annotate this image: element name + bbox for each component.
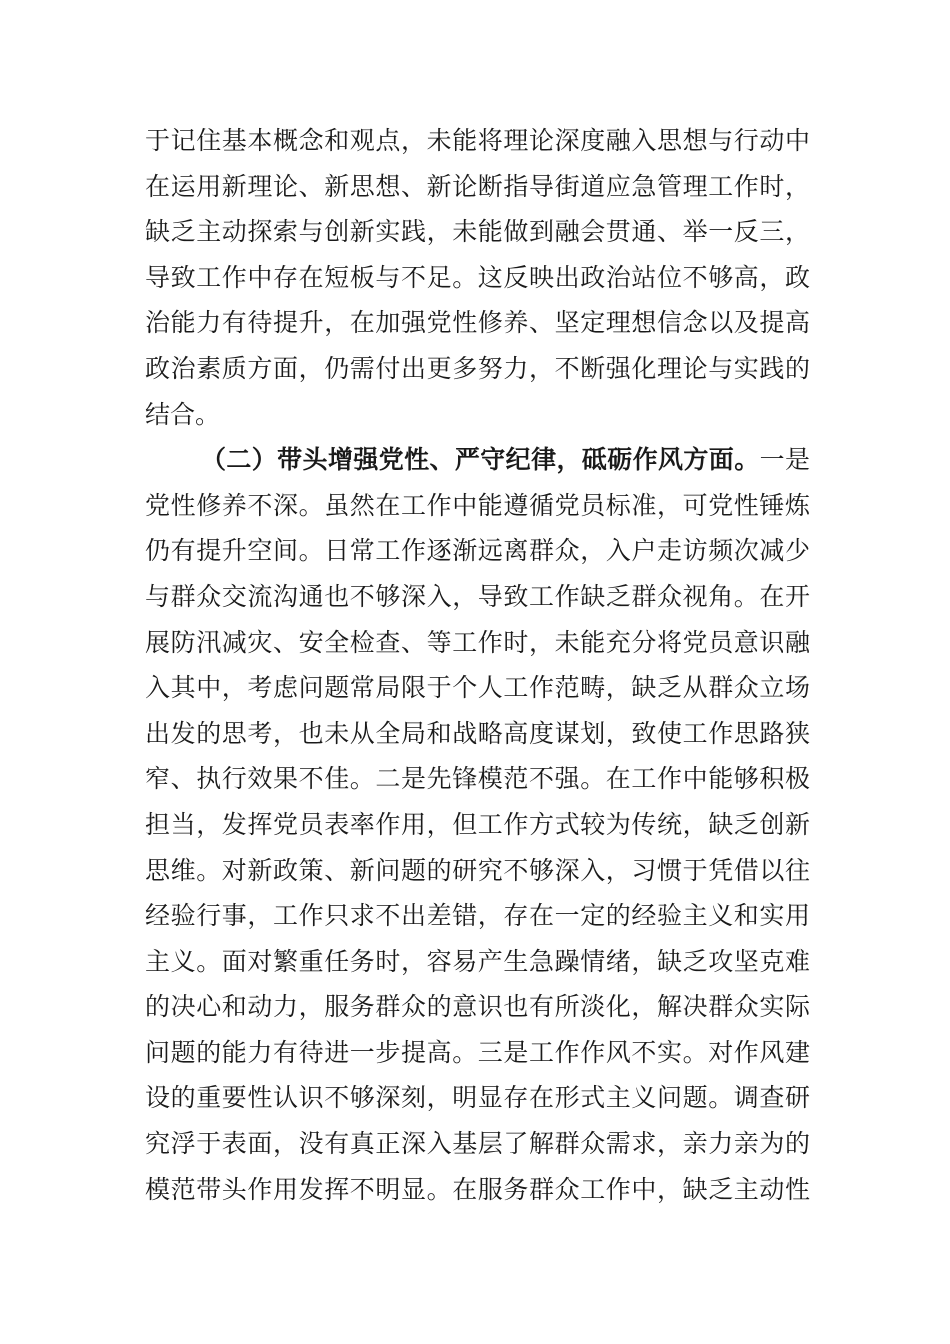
paragraph-line: 思维。对新政策、新问题的研究不够深入，习惯于凭借以往 xyxy=(145,855,810,885)
paragraph-line: 政治素质方面，仍需付出更多努力，不断强化理论与实践的 xyxy=(145,353,810,383)
body-text xyxy=(145,118,810,1212)
paragraph-line: 仍有提升空间。日常工作逐渐远离群众，入户走访频次减少 xyxy=(145,536,810,566)
paragraph-line: 主义。面对繁重任务时，容易产生急躁情绪，缺乏攻坚克难 xyxy=(145,946,810,976)
paragraph-line: 导致工作中存在短板与不足。这反映出政治站位不够高，政 xyxy=(145,262,810,292)
paragraph-line: 究浮于表面，没有真正深入基层了解群众需求，亲力亲为的 xyxy=(145,1129,810,1159)
paragraph-line: 治能力有待提升，在加强党性修养、坚定理想信念以及提高 xyxy=(145,308,810,338)
paragraph-line: 窄、执行效果不佳。二是先锋模范不强。在工作中能够积极 xyxy=(145,764,810,794)
paragraph-line: 在运用新理论、新思想、新论断指导街道应急管理工作时， xyxy=(145,171,810,201)
paragraph-line: 担当，发挥党员表率作用，但工作方式较为传统，缺乏创新 xyxy=(145,809,810,839)
heading-line-rest: 一是 xyxy=(759,445,810,475)
paragraph-line: 问题的能力有待进一步提高。三是工作作风不实。对作风建 xyxy=(145,1037,810,1067)
section-heading: （二）带头增强党性、严守纪律，砥砺作风方面。 xyxy=(201,445,760,475)
paragraph-line: 缺乏主动探索与创新实践，未能做到融会贯通、举一反三， xyxy=(145,217,810,247)
paragraph-line: 党性修养不深。虽然在工作中能遵循党员标准，可党性锤炼 xyxy=(145,490,810,520)
paragraph-line: 于记住基本概念和观点，未能将理论深度融入思想与行动中 xyxy=(145,126,810,155)
paragraph-line: 模范带头作用发挥不明显。在服务群众工作中，缺乏主动性 xyxy=(145,1174,810,1204)
paragraph-line: 结合。 xyxy=(145,399,221,429)
paragraph-line: 展防汛减灾、安全检查、等工作时，未能充分将党员意识融 xyxy=(145,627,810,657)
paragraph-line: 出发的思考，也未从全局和战略高度谋划，致使工作思路狭 xyxy=(145,718,810,748)
paragraph-line: 与群众交流沟通也不够深入，导致工作缺乏群众视角。在开 xyxy=(145,581,810,611)
section-heading-line xyxy=(145,437,810,483)
paragraph-line: 经验行事，工作只求不出差错，存在一定的经验主义和实用 xyxy=(145,901,810,931)
paragraph-line: 入其中，考虑问题常局限于个人工作范畴，缺乏从群众立场 xyxy=(145,673,810,703)
paragraph-line: 的决心和动力，服务群众的意识也有所淡化，解决群众实际 xyxy=(145,992,810,1022)
paragraph-line: 设的重要性认识不够深刻，明显存在形式主义问题。调查研 xyxy=(145,1083,810,1113)
